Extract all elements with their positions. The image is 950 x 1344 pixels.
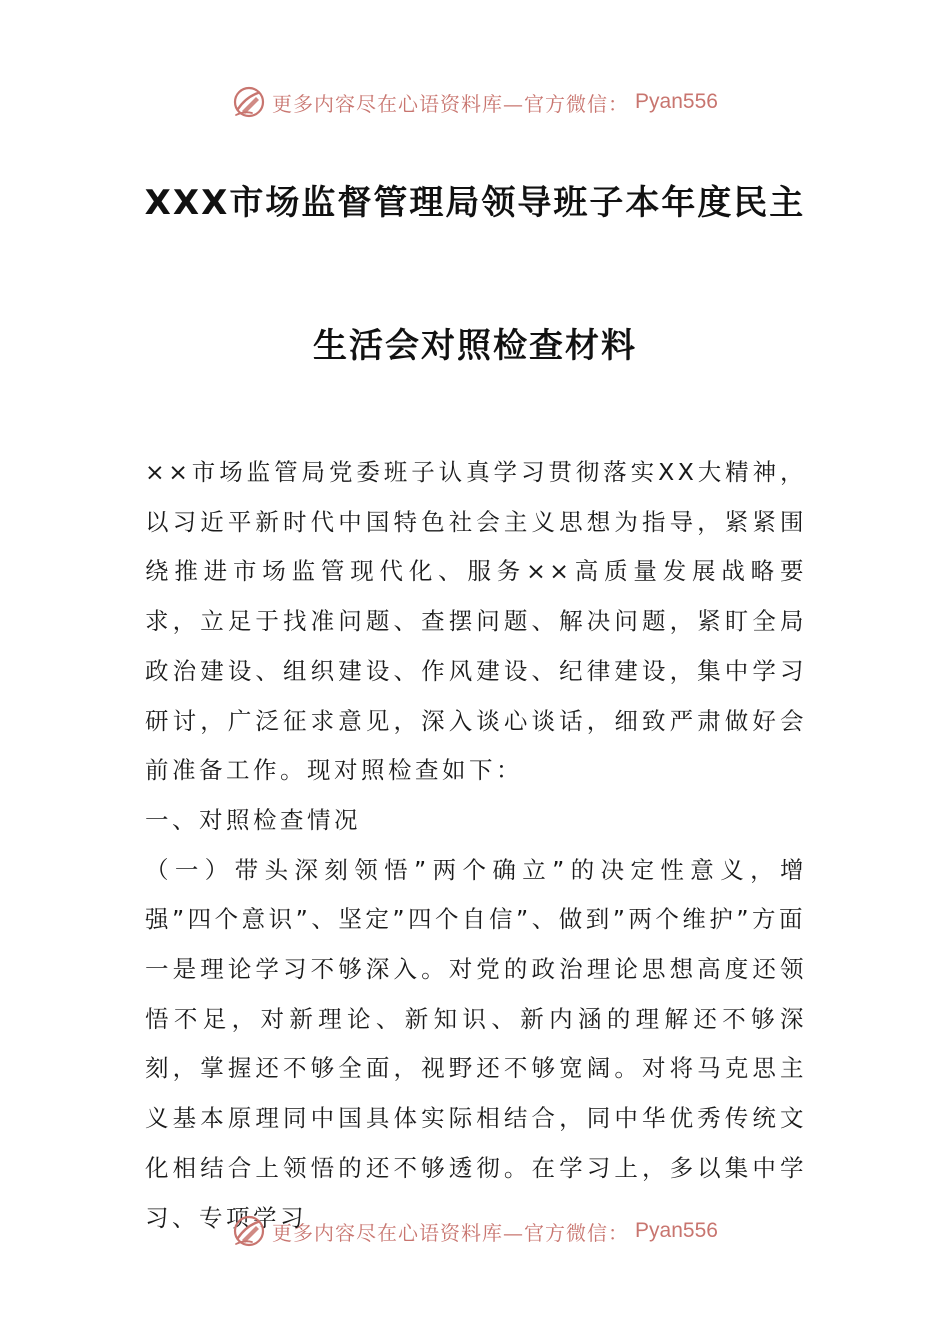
intro-paragraph: ××市场监管局党委班子认真学习贯彻落实XX大精神，以习近平新时代中国特色社会主义思想为指导，紧紧围绕推进市场监管现代化、服务××高质量发展战略要求，立足于找准问题、查摆问题、解决问题，紧盯全局政治建设、组织建设、作风建设、纪律建设，集中学习研讨，广泛征求意见，深入谈心谈话，细致严肃做好会前准备工作。现对照检查如下： — [145, 458, 807, 785]
pen-logo-icon — [232, 1214, 266, 1248]
header-banner[interactable] — [0, 82, 950, 122]
pen-logo-icon — [232, 85, 266, 119]
banner-text: 更多内容尽在心语资料库—官方微信： — [272, 1220, 630, 1245]
document-body — [145, 448, 807, 1243]
subsection-heading: （一）带头深刻领悟”两个确立”的决定性意义，增强”四个意识”、坚定”四个自信”、做到”两个维护”方面 — [145, 855, 807, 934]
banner-text: 更多内容尽在心语资料库—官方微信： — [272, 91, 630, 116]
banner-wechat-id: Pyan556 — [635, 1219, 718, 1242]
section-heading: 一、对照检查情况 — [145, 805, 361, 834]
body-paragraph: 一是理论学习不够深入。对党的政治理论思想高度还领悟不足，对新理论、新知识、新内涵的理解还不够深刻，掌握还不够全面，视野还不够宽阔。对将马克思主义基本原理同中国具体实际相结合，同中华优秀传统文化相结合上领悟的还不够透彻。在学习上，多以集中学习、专项学习 — [145, 955, 807, 1232]
document-title-line2: 生活会对照检查材料 — [313, 326, 637, 366]
banner-wechat-id: Pyan556 — [635, 90, 718, 113]
footer-banner[interactable] — [0, 1211, 950, 1251]
document-title-line1: XXX市场监督管理局领导班子本年度民主 — [144, 183, 806, 223]
